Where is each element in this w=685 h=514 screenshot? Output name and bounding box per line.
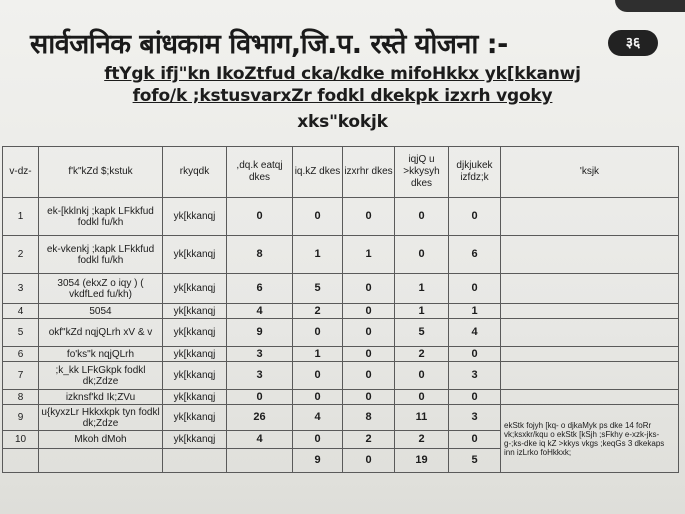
table-row xyxy=(3,236,679,274)
total-works-cell: 8 xyxy=(227,236,293,274)
contract-process-cell: 6 xyxy=(449,236,501,274)
contract-process-cell: 5 xyxy=(449,449,501,473)
complete-works-cell: 1 xyxy=(293,236,343,274)
in-progress-works-cell: 0 xyxy=(343,449,395,473)
not-started-works-cell: 19 xyxy=(395,449,449,473)
contract-process-cell: 0 xyxy=(449,274,501,304)
in-progress-works-cell: 1 xyxy=(343,236,395,274)
complete-works-cell: 0 xyxy=(293,390,343,405)
total-works-cell xyxy=(227,449,293,473)
taluka-cell: yk[kkanqj xyxy=(163,347,227,362)
not-started-works-cell: 2 xyxy=(395,431,449,449)
total-works-cell: 9 xyxy=(227,319,293,347)
taluka-cell: yk[kkanqj xyxy=(163,236,227,274)
scheme-name-cell: izknsf'kd Ik;ZVu xyxy=(39,390,163,405)
scheme-name-cell: ek-[kklnkj ;kapk LFkkfud fodkl fu/kh xyxy=(39,198,163,236)
col-header-complete: iq.kZ dkes xyxy=(293,147,343,198)
contract-process-cell: 4 xyxy=(449,319,501,347)
row-number-cell xyxy=(3,449,39,473)
col-header-progress: izxrhr dkes xyxy=(343,147,395,198)
scheme-name-cell: fo'ks"k nqjQLrh xyxy=(39,347,163,362)
total-works-cell: 3 xyxy=(227,362,293,390)
remark-cell: ekStk fojyh [kq- o djkaMyk ps dke 14 foRr vk;ksxkr/kqu o ekStk [kSjh ;sFkhy e-xzk-jks-g-;ks-dke iq kZ >kkys vkgs ;keqGs 3 dkekaps inn izLrko foHkkxk; xyxy=(501,405,679,473)
in-progress-works-cell: 2 xyxy=(343,431,395,449)
contract-process-cell: 0 xyxy=(449,390,501,405)
row-number-cell: 4 xyxy=(3,304,39,319)
taluka-cell: yk[kkanqj xyxy=(163,390,227,405)
scheme-name-cell: 3054 (ekxZ o iqy ) ( vkdfLed fu/kh) xyxy=(39,274,163,304)
total-works-cell: 3 xyxy=(227,347,293,362)
total-works-cell: 0 xyxy=(227,198,293,236)
contract-process-cell: 3 xyxy=(449,405,501,431)
scheme-name-cell xyxy=(39,449,163,473)
in-progress-works-cell: 0 xyxy=(343,319,395,347)
table-row xyxy=(3,362,679,390)
remark-cell xyxy=(501,304,679,319)
row-number-cell: 8 xyxy=(3,390,39,405)
col-header-sr: v-dz- xyxy=(3,147,39,198)
complete-works-cell: 4 xyxy=(293,405,343,431)
remark-cell xyxy=(501,274,679,304)
col-header-scheme: f'k"kZd $;kstuk xyxy=(39,147,163,198)
row-number-cell: 1 xyxy=(3,198,39,236)
remark-cell xyxy=(501,319,679,347)
row-number-cell: 9 xyxy=(3,405,39,431)
scheme-name-cell: ;k_kk LFkGkpk fodkl dk;Zdze xyxy=(39,362,163,390)
not-started-works-cell: 0 xyxy=(395,198,449,236)
complete-works-cell: 0 xyxy=(293,319,343,347)
corner-tab xyxy=(615,0,685,12)
taluka-cell: yk[kkanqj xyxy=(163,362,227,390)
complete-works-cell: 5 xyxy=(293,274,343,304)
not-started-works-cell: 1 xyxy=(395,304,449,319)
in-progress-works-cell: 0 xyxy=(343,304,395,319)
row-number-cell: 5 xyxy=(3,319,39,347)
complete-works-cell: 1 xyxy=(293,347,343,362)
not-started-works-cell: 11 xyxy=(395,405,449,431)
scheme-name-cell: ek-vkenkj ;kapk LFkkfud fodkl fu/kh xyxy=(39,236,163,274)
not-started-works-cell: 1 xyxy=(395,274,449,304)
not-started-works-cell: 0 xyxy=(395,390,449,405)
complete-works-cell: 2 xyxy=(293,304,343,319)
total-works-cell: 26 xyxy=(227,405,293,431)
table-row xyxy=(3,274,679,304)
not-started-works-cell: 2 xyxy=(395,347,449,362)
contract-process-cell: 1 xyxy=(449,304,501,319)
not-started-works-cell: 0 xyxy=(395,236,449,274)
col-header-remark: 'ksjk xyxy=(501,147,679,198)
complete-works-cell: 0 xyxy=(293,198,343,236)
in-progress-works-cell: 0 xyxy=(343,274,395,304)
progress-table xyxy=(2,146,679,473)
taluka-cell: yk[kkanqj xyxy=(163,405,227,431)
complete-works-cell: 0 xyxy=(293,431,343,449)
total-works-cell: 0 xyxy=(227,390,293,405)
remark-cell xyxy=(501,198,679,236)
table-header-row xyxy=(3,147,679,198)
table-row xyxy=(3,198,679,236)
not-started-works-cell: 5 xyxy=(395,319,449,347)
scheme-name-cell: okf"kZd nqjQLrh xV & v xyxy=(39,319,163,347)
page-number-badge: ३६ xyxy=(608,30,658,56)
page-heading: सार्वजनिक बांधकाम विभाग,जि.प. रस्ते योजना :- xyxy=(30,29,508,60)
contract-process-cell: 0 xyxy=(449,347,501,362)
contract-process-cell: 0 xyxy=(449,198,501,236)
scheme-name-cell: 5054 xyxy=(39,304,163,319)
taluka-cell: yk[kkanqj xyxy=(163,319,227,347)
taluka-cell: yk[kkanqj xyxy=(163,198,227,236)
scheme-name-cell: Mkoh dMoh xyxy=(39,431,163,449)
row-number-cell: 2 xyxy=(3,236,39,274)
table-row xyxy=(3,347,679,362)
table-row xyxy=(3,304,679,319)
in-progress-works-cell: 0 xyxy=(343,198,395,236)
table-row xyxy=(3,390,679,405)
remark-cell xyxy=(501,347,679,362)
remark-cell xyxy=(501,362,679,390)
col-header-total: ,dq.k eatqj dkes xyxy=(227,147,293,198)
total-works-cell: 6 xyxy=(227,274,293,304)
col-header-not-started: iqjQ u >kkysyh dkes xyxy=(395,147,449,198)
remark-cell xyxy=(501,390,679,405)
row-number-cell: 7 xyxy=(3,362,39,390)
subtitle-line-2: fofo/k ;kstusvarxZr fodkl dkekpk izxrh vgoky xyxy=(132,86,553,106)
contract-process-cell: 3 xyxy=(449,362,501,390)
complete-works-cell: 0 xyxy=(293,362,343,390)
table-row xyxy=(3,319,679,347)
subtitle-line-1: ftYgk ifj"kn IkoZtfud cka/kdke mifoHkkx yk[kkanwj xyxy=(104,64,581,84)
total-works-cell: 4 xyxy=(227,304,293,319)
subtitle-line-3: xks"kokjk xyxy=(297,112,388,132)
in-progress-works-cell: 0 xyxy=(343,347,395,362)
row-number-cell: 3 xyxy=(3,274,39,304)
contract-process-cell: 0 xyxy=(449,431,501,449)
table-row xyxy=(3,405,679,431)
in-progress-works-cell: 0 xyxy=(343,362,395,390)
taluka-cell: yk[kkanqj xyxy=(163,431,227,449)
scheme-name-cell: u{kyxzLr Hkkxkpk tyn fodkl dk;Zdze xyxy=(39,405,163,431)
row-number-cell: 10 xyxy=(3,431,39,449)
total-works-cell: 4 xyxy=(227,431,293,449)
row-number-cell: 6 xyxy=(3,347,39,362)
remark-cell xyxy=(501,236,679,274)
col-header-contract: djkjukek izfdz;k xyxy=(449,147,501,198)
in-progress-works-cell: 0 xyxy=(343,390,395,405)
in-progress-works-cell: 8 xyxy=(343,405,395,431)
taluka-cell: yk[kkanqj xyxy=(163,304,227,319)
not-started-works-cell: 0 xyxy=(395,362,449,390)
complete-works-cell: 9 xyxy=(293,449,343,473)
taluka-cell: yk[kkanqj xyxy=(163,274,227,304)
taluka-cell xyxy=(163,449,227,473)
col-header-taluka: rkyqdk xyxy=(163,147,227,198)
